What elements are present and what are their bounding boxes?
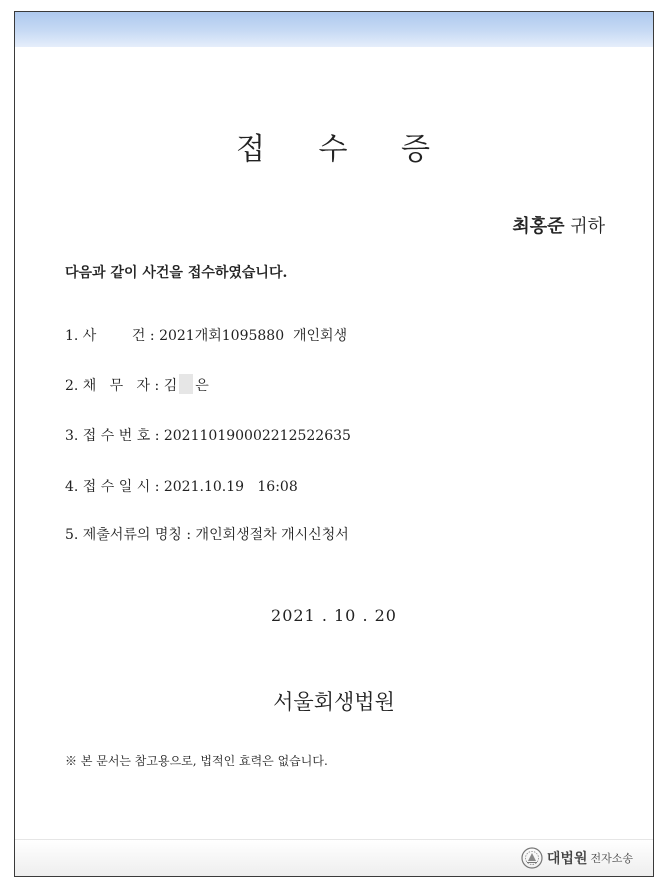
issue-date: 2021 . 10 . 20 <box>271 606 397 625</box>
debtor-label: 2. 채 무 자 : 김 <box>65 378 178 394</box>
recipient-name: 최홍준 <box>512 216 565 237</box>
footer-band <box>15 839 653 876</box>
field-document-name: 5. 제출서류의 명칭 : 개인회생절차 개시신청서 <box>65 527 349 543</box>
recipient <box>512 212 605 238</box>
court-logo <box>520 846 633 870</box>
redaction-mask <box>179 374 193 394</box>
intro-text: 다음과 같이 사건을 접수하였습니다. <box>65 265 288 281</box>
recipient-suffix: 귀하 <box>564 216 605 237</box>
field-case: 1. 사 건 : 2021개회1095880 개인회생 <box>65 328 348 344</box>
disclaimer-notice: ※ 본 문서는 참고용으로, 법적인 효력은 없습니다. <box>65 754 328 768</box>
logo-sub-text: 전자소송 <box>590 852 633 865</box>
court-name: 서울회생법원 <box>273 690 395 714</box>
document-title: 접 수 증 <box>235 132 432 167</box>
header-band <box>15 12 653 47</box>
document-frame <box>14 11 654 877</box>
court-emblem-icon <box>520 846 544 870</box>
field-receipt-number: 3. 접 수 번 호 : 20211019000221252263​5 <box>65 428 351 444</box>
logo-main-text: 대법원 <box>546 851 588 867</box>
debtor-name-end: 은 <box>195 378 209 394</box>
field-debtor <box>65 374 209 395</box>
field-receipt-datetime: 4. 접 수 일 시 : 2021.10.19 16:08 <box>65 479 298 495</box>
